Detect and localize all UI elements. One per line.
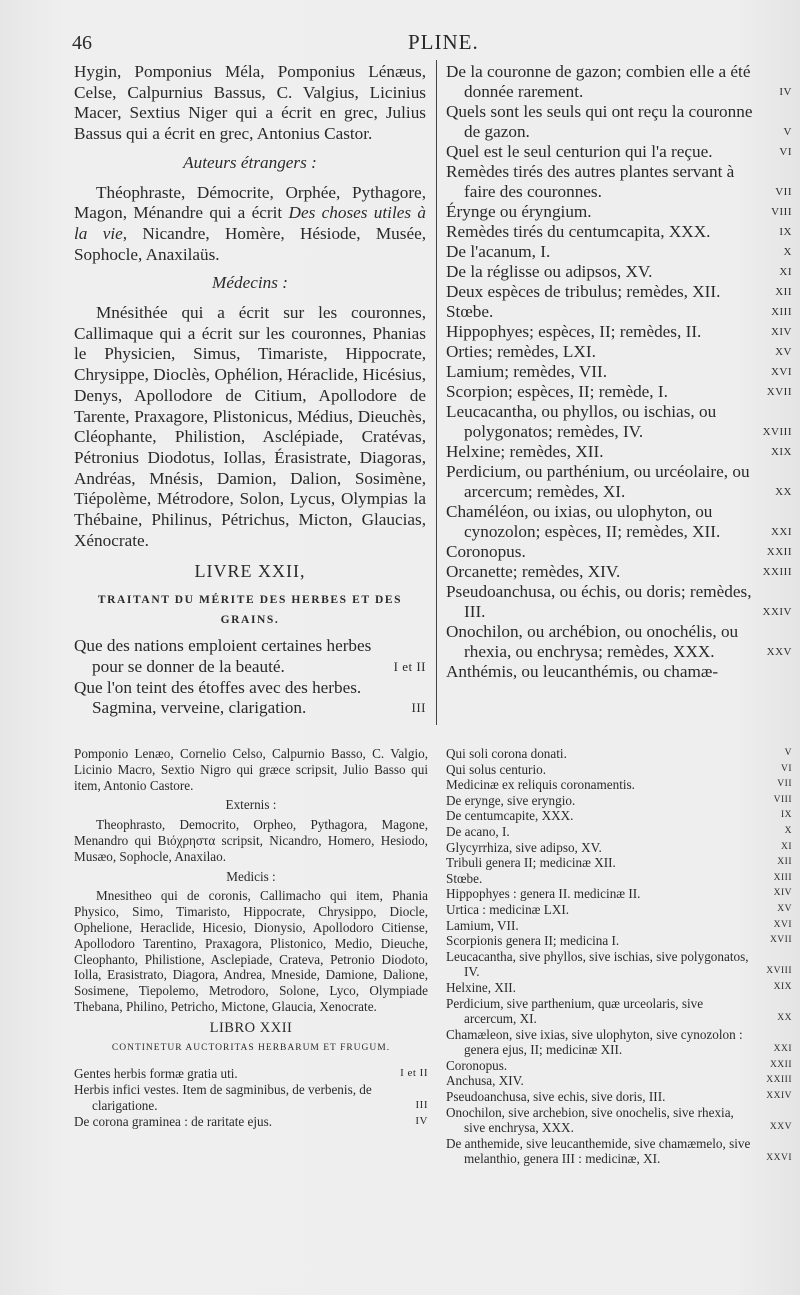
entry-text: Quel est le seul centurion qui l'a reçue. [446,142,713,161]
chapter-number: III [415,1098,428,1111]
chapter-number: I et II [393,658,426,674]
entry-text: Pseudoanchusa, ou échis, ou doris; remèdes, III. [446,582,752,621]
latin-section-foreign: Externis : [225,797,277,813]
entry-text: Helxine, XII. [446,979,516,995]
chapter-number: XXV [766,646,792,658]
toc-entry [446,542,792,562]
toc-entry [446,808,792,824]
latin-authors-paragraph: Pomponio Lenæo, Cornelio Celso, Calpurnio Basso, C. Valgio, Licinio Macro, Sextio Nigro qui græce scripsit, Julio Basso qui item, Antonio Castore. [74,746,428,793]
entry-text: Herbis infici vestes. Item de sagminibus, de verbenis, de clarigatione. [74,1082,372,1113]
entry-text: Que des nations emploient certaines herbes pour se donner de la beauté. [74,636,372,676]
chapter-number: XXIII [766,1075,792,1086]
entry-text: Medicinæ ex reliquis coronamentis. [446,777,635,793]
chapter-number: XIX [773,981,792,992]
entry-text: Scorpion; espèces, II; remède, I. [446,382,668,401]
toc-entry [74,636,426,677]
entry-text: Remèdes tirés des autres plantes servant à faire des couronnes. [446,162,735,201]
chapter-number: VII [775,186,792,198]
toc-entry [446,282,792,302]
page-number: 46 [72,32,92,54]
toc-entry [446,1089,792,1105]
entry-text: De acano, I. [446,823,510,839]
chapter-number: XIX [770,446,792,458]
chapter-number: XXII [766,546,792,558]
italic-title: Des choses utiles à la vie [74,203,426,243]
entry-text: Tribuli genera II; medicinæ XII. [446,855,616,871]
entry-text: Urtica : medicinæ LXI. [446,901,570,917]
entry-text: Perdicium, ou parthénium, ou urcéolaire, ou arcercum; remèdes, XI. [446,462,750,501]
authors-paragraph: Hygin, Pomponius Méla, Pomponius Lénæus, Celse, Calpurnius Bassus, C. Valgius, Licinius Macer, Sextius Niger qui a écrit en grec, Julius Bassus qui a écrit en grec, Antonius Castor. [74,62,426,144]
toc-entry [446,1105,792,1136]
toc-entry [74,678,426,719]
toc-entry [446,62,792,102]
chapter-number: VII [777,779,792,790]
latin-book-title: LIBRO XXII [209,1019,293,1036]
latin-left-column [74,746,428,1130]
toc-entry [446,402,792,442]
chapter-number: XXIII [762,566,792,578]
doctors-paragraph: Mnésithée qui a écrit sur les couronnes, Callimaque qui a écrit sur les couronnes, Phanias le Physicien, Simus, Timariste, Hippocrate, Chrysippe, Dioclès, Ophélion, Héraclide, Hicésius, Denys, Apollodore de Citium, Apollodore de Tarente, Praxagore, Plistonicus, Médius, Dieuchès, Cléophante, Philistion, Asclépiade, Cratévas, Pétronius Diodotus, Iollas, Érasistrate, Diagoras, Andréas, Mnésis, Damion, Dalion, Sosimène, Tiépolème, Métrodore, Solon, Lycus, Olympias la Thébaine, Philinus, Pétrichus, Micton, Glaucias, Xénocrate. [74,303,426,550]
latin-right-column [446,746,792,1167]
toc-entry [446,502,792,542]
chapter-number: XVII [769,935,792,946]
entry-text: Leucacantha, sive phyllos, sive ischias, sive polygonatos, IV. [446,948,749,980]
entry-text: Orties; remèdes, LXI. [446,342,596,361]
toc-entry [446,302,792,322]
entry-text: De eryngе, sive eryngio. [446,792,576,808]
toc-entry [446,746,792,762]
entry-text: Érynge ou éryngium. [446,202,592,221]
toc-entry [446,442,792,462]
entry-text: Scorpionis genera II; medicina I. [446,933,620,949]
chapter-number: V [783,126,792,138]
toc-entry [446,762,792,778]
entry-text: Stœbe. [446,302,494,321]
entry-text: De corona graminea : de raritate ejus. [74,1113,273,1129]
toc-entry [446,142,792,162]
chapter-number: III [411,700,426,716]
entry-text: De l'acanum, I. [446,242,551,261]
chapter-number: XV [775,346,792,358]
chapter-number: XVI [773,919,792,930]
entry-text: Chaméléon, ou ixias, ou ulophyton, ou cynozolon; espèces, II; remèdes, XII. [446,502,721,541]
entry-text: Hippophyes : genera II. medicinæ II. [446,886,641,902]
toc-entry [446,902,792,918]
chapter-number: XXIV [762,606,792,618]
entry-text: Chamæleon, sive ixias, sive ulophyton, sive cynozolon : genera ejus, II; medicinæ XII. [446,1026,743,1058]
entry-text: Glycyrrhiza, sive adipso, XV. [446,839,602,855]
entry-text: Onochilon, ou archébion, ou onochélis, ou rhexia, ou enchrysa; remèdes, XXX. [446,622,739,661]
toc-entry [446,202,792,222]
toc-entry [446,886,792,902]
toc-entry [446,662,792,682]
section-heading-foreign: Auteurs étrangers : [183,152,317,172]
chapter-number: IV [779,86,792,98]
entry-text: Lamium, VII. [446,917,519,933]
latin-toc-list [74,1066,428,1129]
foreign-authors-paragraph: Théophraste, Démocrite, Orphée, Pythagore, Magon, Ménandre qui a écrit Des choses utiles à la vie, Nicandre, Homère, Hésiode, Musée, Sophocle, Anaxilaüs. [74,182,427,264]
toc-entry [446,933,792,949]
entry-text: Deux espèces de tribulus; remèdes, XII. [446,282,721,301]
toc-entry [446,777,792,793]
entry-text: De la couronne de gazon; combien elle a été donnée rarement. [446,62,751,101]
chapter-number: XIV [770,326,792,338]
entry-text: Quels sont les seuls qui ont reçu la couronne de gazon. [446,102,753,141]
chapter-number: XIII [773,872,792,883]
chapter-number: XIV [773,888,792,899]
chapter-number: XVIII [766,966,792,977]
toc-entry [446,222,792,242]
toc-entry [446,793,792,809]
french-right-column [446,62,792,682]
toc-entry [446,322,792,342]
toc-entry [446,102,792,142]
latin-foreign-paragraph: Theophrasto, Democrito, Orpheo, Pythagora, Magone, Menandro qui Βιόχρηστα scripsit, Nicandro, Homero, Hesiodo, Musæo, Sophocle, Anaxilao. [74,817,428,864]
chapter-number: XIII [771,306,792,318]
chapter-number: VIII [773,794,792,805]
french-left-column [74,62,426,719]
entry-text: Gentes herbis formæ gratia uti. [74,1066,238,1082]
chapter-number: XXIV [766,1091,792,1102]
section-heading-doctors: Médecins : [212,273,288,293]
chapter-number: V [784,748,792,758]
toc-entry [446,871,792,887]
chapter-number: XXII [769,1059,792,1070]
chapter-number: XXI [773,1044,792,1055]
entry-text: Helxine; remèdes, XII. [446,442,604,461]
entry-text: Stœbe. [446,870,483,886]
entry-text: Onochilon, sive archebion, sive onochelis, sive rhexia, sive enchrysa, XXX. [446,1104,734,1136]
toc-entry [446,996,792,1027]
latin-book-subtitle: CONTINETUR AUCTORITAS HERBARUM ET FRUGUM. [111,1042,391,1053]
toc-entry [74,1066,428,1082]
toc-entry [446,918,792,934]
entry-text: De la réglisse ou adipsos, XV. [446,262,653,281]
latin-section-doctors: Medicis : [226,868,276,884]
chapter-number: XVIII [762,426,792,438]
greek-word: Βιόχρηστα [157,832,216,848]
toc-entry [446,462,792,502]
entry-text: Que l'on teint des étoffes avec des herbes. Sagmina, verveine, clarigation. [74,677,362,718]
chapter-number: XXVI [766,1153,792,1164]
toc-entry [446,622,792,662]
entry-text: De anthemide, sive leucanthemide, sive chamæmelo, sive melanthio, genera III : medicinæ, XI. [446,1135,751,1167]
chapter-number: XVI [770,366,792,378]
toc-entry [446,824,792,840]
entry-text: Qui soli corona donati. [446,746,567,761]
chapter-number: VI [779,146,792,158]
entry-text: Orcanette; remèdes, XIV. [446,562,621,581]
entry-text: Coronopus. [446,1057,508,1073]
entry-text: Perdicium, sive parthenium, quæ urceolaris, sive arcercum, XI. [446,995,704,1027]
chapter-number: X [784,825,792,836]
chapter-number: XXI [770,526,792,538]
toc-entry [446,162,792,202]
toc-entry [446,1136,792,1167]
entry-text: Anthémis, ou leucanthémis, ou chamæ- [446,662,719,681]
toc-entry [446,362,792,382]
toc-entry [446,562,792,582]
chapter-number: XII [777,857,792,868]
chapter-number: XX [775,486,792,498]
book-title: LIVRE XXII, [194,561,306,582]
entry-text: Qui solus centurio. [446,761,546,777]
toc-entry [74,1114,428,1130]
entry-text: Coronopus. [446,542,526,561]
toc-entry [446,840,792,856]
toc-entry [446,342,792,362]
entry-text: Remèdes tirés du centumcapita, XXX. [446,222,711,241]
chapter-number: XII [775,286,792,298]
entry-text: Hippophyes; espèces, II; remèdes, II. [446,322,702,341]
chapter-number: I et II [400,1067,428,1080]
toc-entry [446,855,792,871]
chapter-number: XX [777,1013,792,1024]
chapter-number: IX [779,226,792,238]
entry-text: Leucacantha, ou phyllos, ou ischias, ou polygonatos; remèdes, IV. [446,402,717,441]
toc-entry [446,262,792,282]
column-divider [436,60,437,725]
book-subtitle: TRAITANT DU MÉRITE DES HERBES ET DES GRAINS. [97,594,403,627]
toc-entry [446,980,792,996]
latin-doctors-paragraph: Mnesitheo qui de coronis, Callimacho qui item, Phania Physico, Simo, Timaristo, Hippocrate, Chrysippo, Diocle, Ophelione, Heraclide, Hicesio, Dionysio, Apollodoro Citiense, Apollodoro Tarentino, Praxagora, Plistonico, Medio, Dieuche, Cleophanto, Philistione, Asclepiade, Crateva, Petronio Diodoto, Iolla, Erasistrato, Diagora, Andrea, Mneside, Damione, Dalione, Sosimene, Tiepolemo, Metrodoro, Solone, Lyco, Olympiade Thebana, Philino, Petricho, Mictone, Glaucia, Xenocrate. [74,888,428,1014]
chapter-number: X [783,246,792,258]
chapter-number: VIII [771,206,792,218]
toc-entry [446,242,792,262]
entry-text: De centumcapite, XXX. [446,808,574,824]
toc-entry [446,382,792,402]
chapter-number: XI [779,266,792,278]
entry-text: Lamium; remèdes, VII. [446,362,608,381]
toc-list [74,636,426,719]
entry-text: Anchusa, XIV. [446,1073,524,1089]
toc-entry [446,1027,792,1058]
chapter-number: XVII [766,386,792,398]
toc-entry [446,1058,792,1074]
toc-entry [446,949,792,980]
running-title: PLINE. [408,30,479,54]
chapter-number: XXV [769,1122,792,1133]
chapter-number: IX [780,810,792,821]
toc-entry [446,582,792,622]
toc-entry [74,1082,428,1114]
chapter-number: IV [415,1114,428,1127]
chapter-number: XV [777,903,792,914]
entry-text: Pseudoanchusa, sive echis, sive doris, III. [446,1089,666,1105]
toc-entry [446,1073,792,1089]
chapter-number: VI [780,763,792,774]
chapter-number: XI [780,841,792,852]
